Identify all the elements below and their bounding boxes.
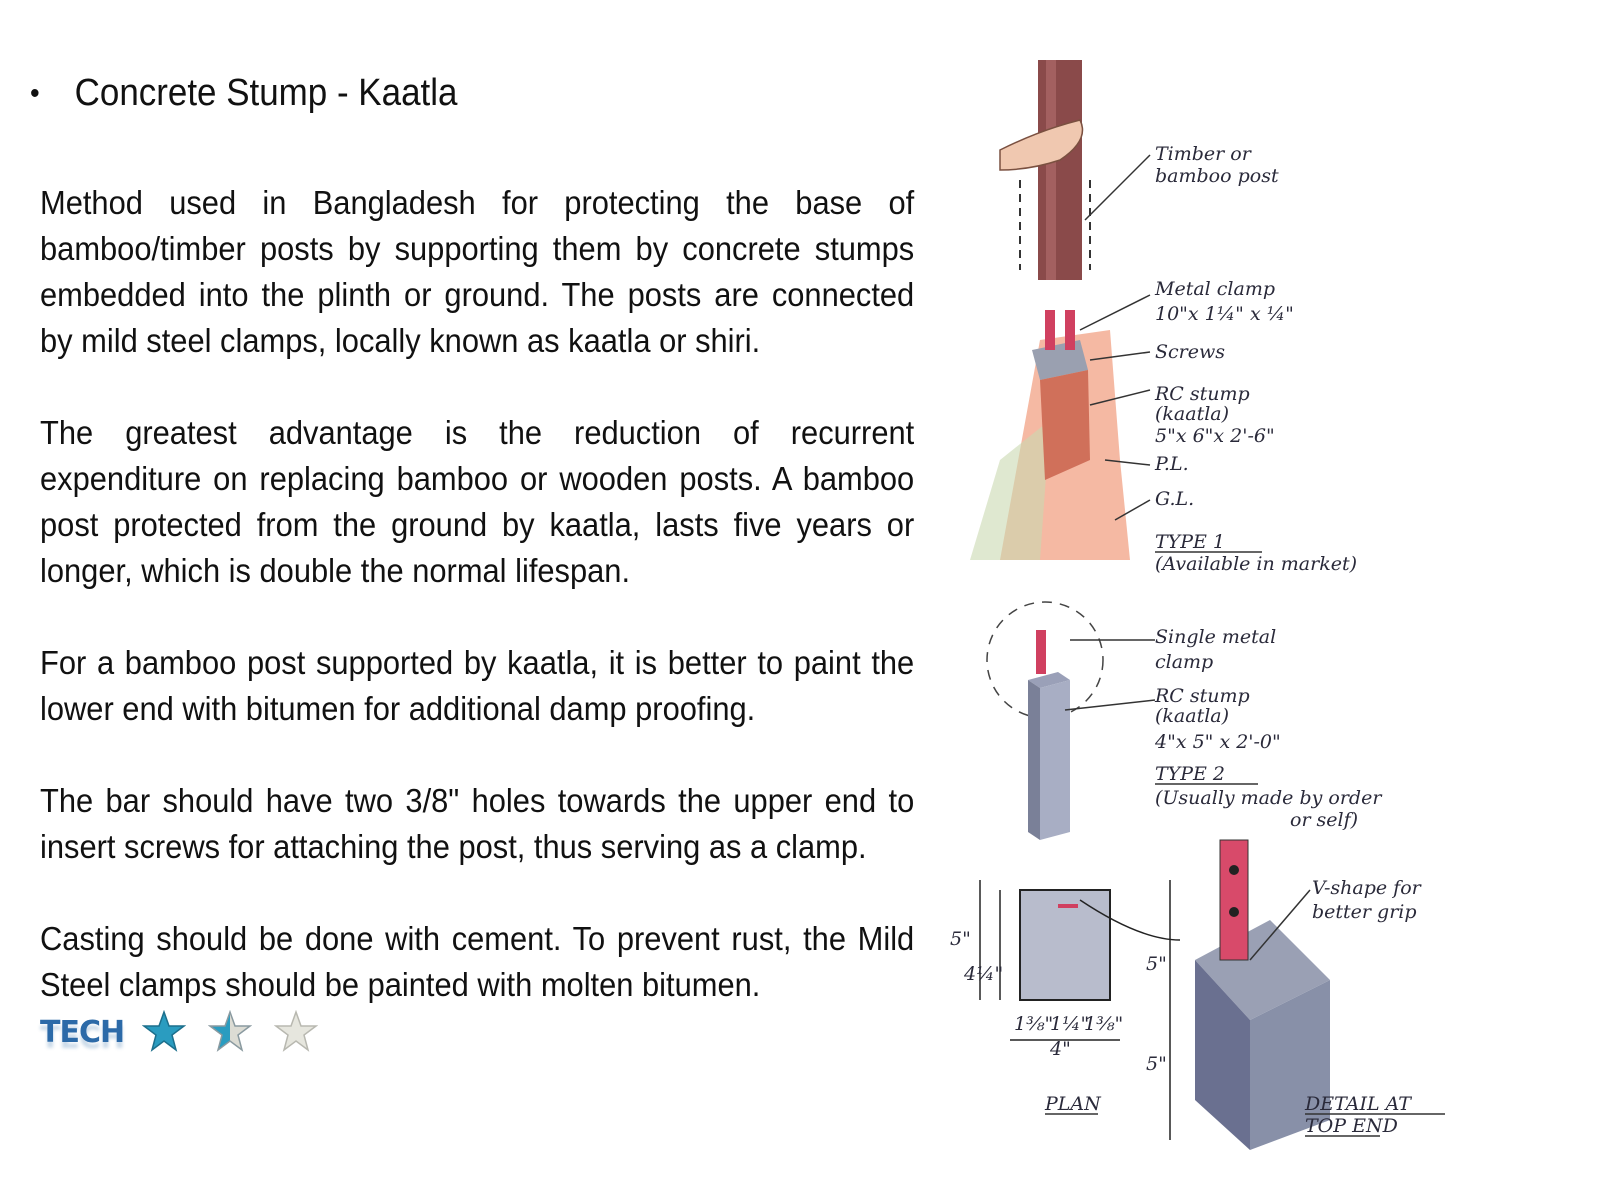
plan-dim-b: 1¼" xyxy=(1050,1013,1090,1035)
label-better-grip: better grip xyxy=(1312,901,1417,923)
label-timber: Timber or xyxy=(1155,143,1251,165)
label-gl: G.L. xyxy=(1155,488,1195,510)
label-kaatla: (kaatla) xyxy=(1155,403,1230,425)
paragraph-3: For a bamboo post supported by kaatla, it is better to paint the lower end with bitumen for additional damp proofing. xyxy=(40,644,915,727)
detail-label-2: TOP END xyxy=(1305,1115,1398,1137)
label-bamboo-post: bamboo post xyxy=(1155,165,1279,187)
plan-dim-c: 1⅜" xyxy=(1084,1013,1124,1035)
label-single-clamp: Single metal xyxy=(1155,626,1277,648)
heading xyxy=(30,72,457,115)
paragraph-5: Casting should be done with cement. To prevent rust, the Mild Steel clamps should be painted with molten bitumen. xyxy=(40,920,915,1003)
detail-view xyxy=(1080,840,1330,1150)
star-full-icon xyxy=(142,1010,186,1054)
label-rc-stump-2: RC stump xyxy=(1155,685,1250,707)
type2-subcaption-1: (Usually made by order xyxy=(1155,787,1382,809)
label-v-shape: V-shape for xyxy=(1312,877,1421,899)
type2-sketch xyxy=(987,602,1155,840)
paragraph-1: Method used in Bangladesh for protecting the base of bamboo/timber posts by supporting them by concrete stumps embedded into the plinth or ground. The posts are connected by mild steel clamps, locally known as kaatla or shiri. xyxy=(40,184,915,359)
body-text xyxy=(40,180,915,1054)
label-clamp: clamp xyxy=(1155,651,1214,673)
plan-dim-inner: 4¼" xyxy=(964,963,1004,985)
type1-caption: TYPE 1 xyxy=(1155,531,1225,553)
label-rc-stump: RC stump xyxy=(1155,383,1250,405)
detail-dim-lower: 5" xyxy=(1146,1053,1167,1075)
label-kaatla-2: (kaatla) xyxy=(1155,705,1230,727)
tech-rating xyxy=(40,1010,340,1054)
page-title: Concrete Stump - Kaatla xyxy=(74,72,458,114)
type2-subcaption-2: or self) xyxy=(1290,809,1359,831)
plan-dim-a: 1⅜" xyxy=(1014,1013,1054,1035)
paragraph-2: The greatest advantage is the reduction of recurrent expenditure on replacing bamboo or wooden posts. A bamboo post protected from the ground by kaatla, lasts five years or longer, which is double the normal lifespan. xyxy=(40,414,915,589)
star-empty-icon xyxy=(274,1010,318,1054)
bullet: • xyxy=(30,76,40,110)
label-stump-size: 5"x 6"x 2'-6" xyxy=(1155,425,1275,447)
kaatla-drawing xyxy=(940,40,1520,1180)
plan-dim-width: 4" xyxy=(1050,1038,1071,1060)
plan-dim-height: 5" xyxy=(950,928,971,950)
type2-caption: TYPE 2 xyxy=(1155,763,1225,785)
detail-label-1: DETAIL AT xyxy=(1305,1093,1411,1115)
label-metal-clamp: Metal clamp xyxy=(1155,278,1276,300)
label-screws: Screws xyxy=(1155,341,1225,363)
type1-sketch xyxy=(970,60,1150,560)
type1-subcaption: (Available in market) xyxy=(1155,553,1358,575)
star-half-icon xyxy=(208,1010,252,1054)
label-pl: P.L. xyxy=(1155,453,1189,475)
detail-dim-upper: 5" xyxy=(1146,953,1167,975)
paragraph-4: The bar should have two 3/8" holes towards the upper end to insert screws for attaching the post, thus serving as a clamp. xyxy=(40,782,915,865)
tech-label: TECH xyxy=(40,1014,125,1050)
plan-label: PLAN xyxy=(1045,1093,1101,1115)
label-clamp-size: 10"x 1¼" x ¼" xyxy=(1155,303,1294,325)
label-stump-size-2: 4"x 5" x 2'-0" xyxy=(1155,731,1281,753)
